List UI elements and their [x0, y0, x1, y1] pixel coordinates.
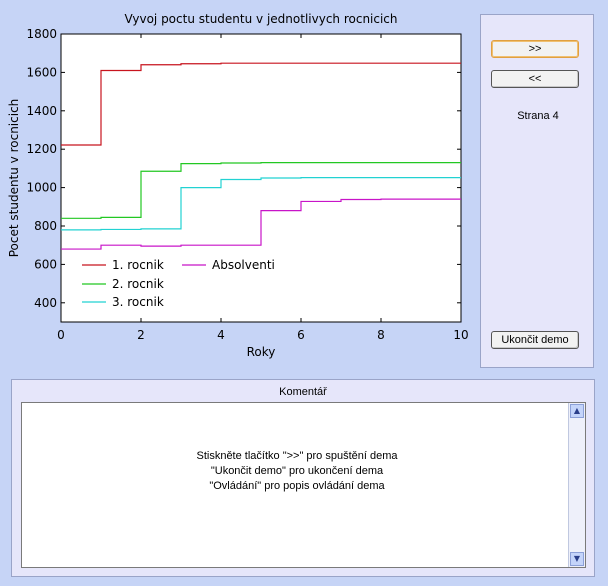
next-page-button[interactable]: >>: [491, 40, 579, 58]
scroll-up-arrow-icon[interactable]: ▲: [570, 404, 584, 418]
x-axis-label: Roky: [246, 345, 276, 359]
y-tick-label: 800: [34, 219, 57, 233]
comment-line: "Ovládání" pro popis ovládání dema: [209, 480, 385, 492]
comment-text: [22, 449, 572, 494]
comment-textbox[interactable]: [21, 402, 586, 568]
line-chart: [0, 0, 470, 370]
scroll-down-arrow-icon[interactable]: ▼: [570, 552, 584, 566]
y-tick-label: 400: [34, 295, 57, 310]
y-tick-label: 1200: [26, 142, 57, 157]
legend-entry: 2. rocnik: [112, 277, 164, 291]
y-tick-label: 1600: [26, 65, 57, 80]
control-panel: [480, 14, 594, 368]
comment-title: Komentář: [279, 386, 327, 398]
y-axis-label: Pocet studentu v rocnicich: [7, 98, 21, 258]
x-tick-label: 0: [57, 328, 65, 342]
legend-entry: 3. rocnik: [112, 295, 164, 309]
end-demo-button[interactable]: Ukončit demo: [491, 331, 579, 349]
y-tick-label: 600: [34, 257, 57, 272]
x-tick-label: 2: [137, 328, 145, 342]
y-tick-label: 1400: [26, 103, 57, 118]
x-tick-label: 8: [377, 328, 385, 342]
comment-scrollbar[interactable]: [568, 403, 585, 567]
x-tick-label: 6: [297, 328, 305, 342]
chart-title: Vyvoj poctu studentu v jednotlivych rocnicich: [124, 12, 398, 26]
comment-panel: [11, 379, 595, 577]
page-indicator: Strana 4: [517, 110, 559, 122]
previous-page-button[interactable]: <<: [491, 70, 579, 88]
y-tick-label: 1000: [26, 180, 57, 195]
legend-entry: 1. rocnik: [112, 258, 164, 272]
x-tick-label: 4: [217, 328, 225, 342]
legend-entry: Absolventi: [212, 258, 275, 272]
x-tick-label: 10: [453, 328, 469, 342]
comment-line: Stiskněte tlačítko ">>" pro spuštění dema: [196, 450, 398, 462]
y-tick-label: 1800: [26, 27, 57, 41]
comment-line: "Ukončit demo" pro ukončení dema: [210, 465, 384, 477]
figure-area: [0, 0, 470, 370]
